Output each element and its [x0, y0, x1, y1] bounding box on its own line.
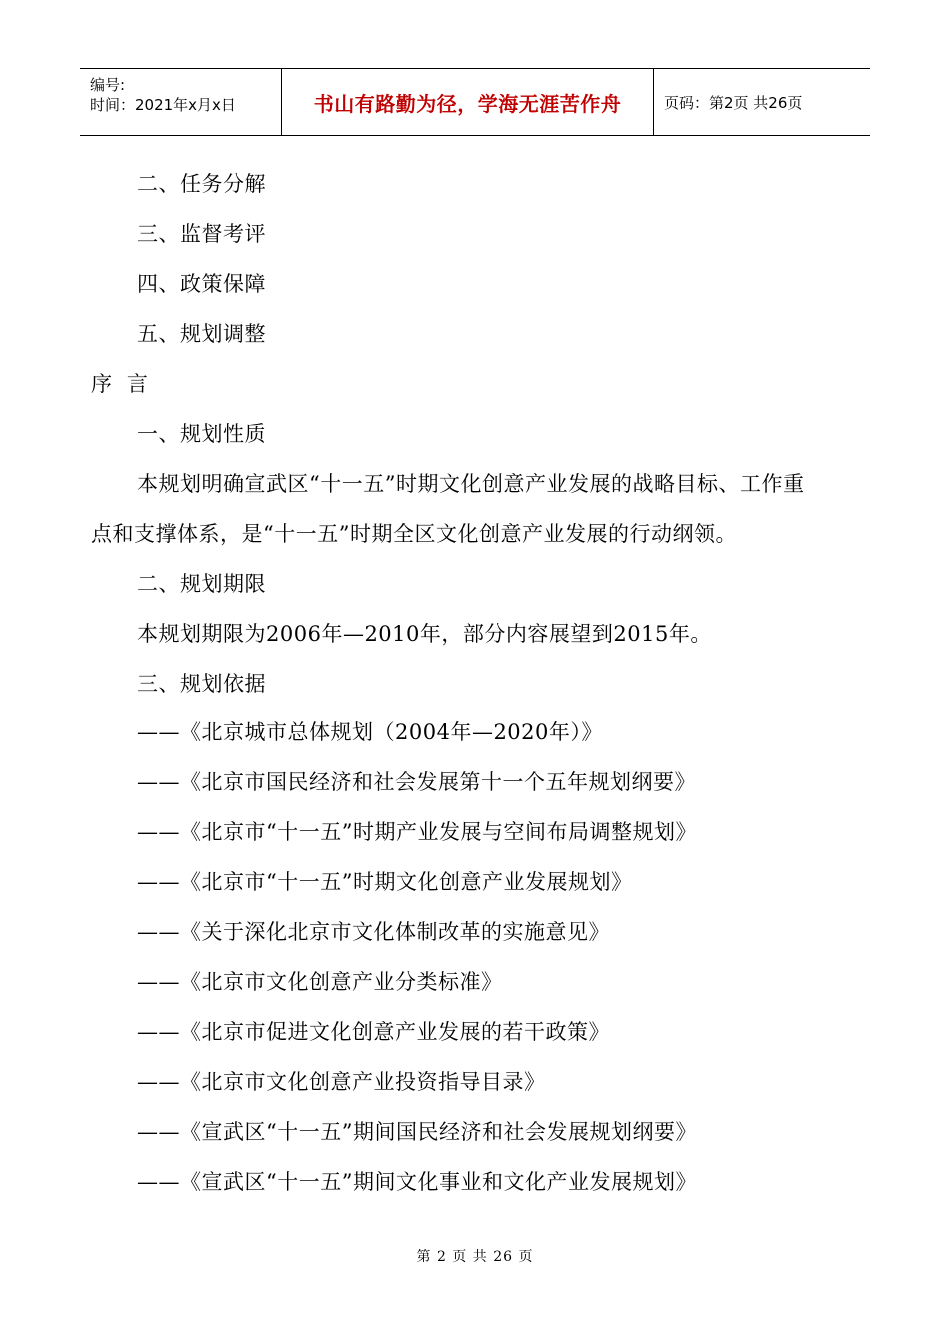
reference-item: ——《北京市文化创意产业分类标准》: [137, 970, 503, 994]
reference-item: ——《宣武区“十一五”期间文化事业和文化产业发展规划》: [137, 1170, 697, 1194]
header-meta: [80, 69, 282, 135]
preface-title: 序 言: [91, 372, 149, 396]
toc-item: 四、政策保障: [137, 272, 266, 296]
header-page-info: 页码：第2页 共26页: [664, 93, 803, 112]
reference-item: ——《北京城市总体规划（2004年—2020年）》: [137, 720, 603, 744]
header-motto: 书山有路勤为径，学海无涯苦作舟: [282, 69, 654, 135]
paragraph-line: 点和支撑体系，是“十一五”时期全区文化创意产业发展的行动纲领。: [91, 522, 737, 546]
page-header: [80, 68, 870, 136]
reference-item: ——《北京市促进文化创意产业发展的若干政策》: [137, 1020, 610, 1044]
toc-item: 五、规划调整: [137, 322, 266, 346]
paragraph-line: 本规划期限为2006年—2010年，部分内容展望到2015年。: [137, 622, 712, 646]
reference-item: ——《北京市国民经济和社会发展第十一个五年规划纲要》: [137, 770, 696, 794]
section-heading: 二、规划期限: [137, 572, 266, 596]
paragraph-line: 本规划明确宣武区“十一五”时期文化创意产业发展的战略目标、工作重: [137, 472, 805, 496]
reference-item: ——《宣武区“十一五”期间国民经济和社会发展规划纲要》: [137, 1120, 697, 1144]
reference-item: ——《北京市“十一五”时期文化创意产业发展规划》: [137, 870, 633, 894]
document-time-label: 时间：2021年x月x日: [90, 96, 236, 114]
document-number-label: 编号:: [90, 76, 126, 94]
page-footer: 第 2 页 共 26 页: [416, 1249, 534, 1265]
reference-item: ——《关于深化北京市文化体制改革的实施意见》: [137, 920, 610, 944]
reference-item: ——《北京市“十一五”时期产业发展与空间布局调整规划》: [137, 820, 697, 844]
reference-item: ——《北京市文化创意产业投资指导目录》: [137, 1070, 546, 1094]
section-heading: 三、规划依据: [137, 672, 266, 696]
section-heading: 一、规划性质: [137, 422, 266, 446]
toc-item: 二、任务分解: [137, 172, 266, 196]
toc-item: 三、监督考评: [137, 222, 266, 246]
